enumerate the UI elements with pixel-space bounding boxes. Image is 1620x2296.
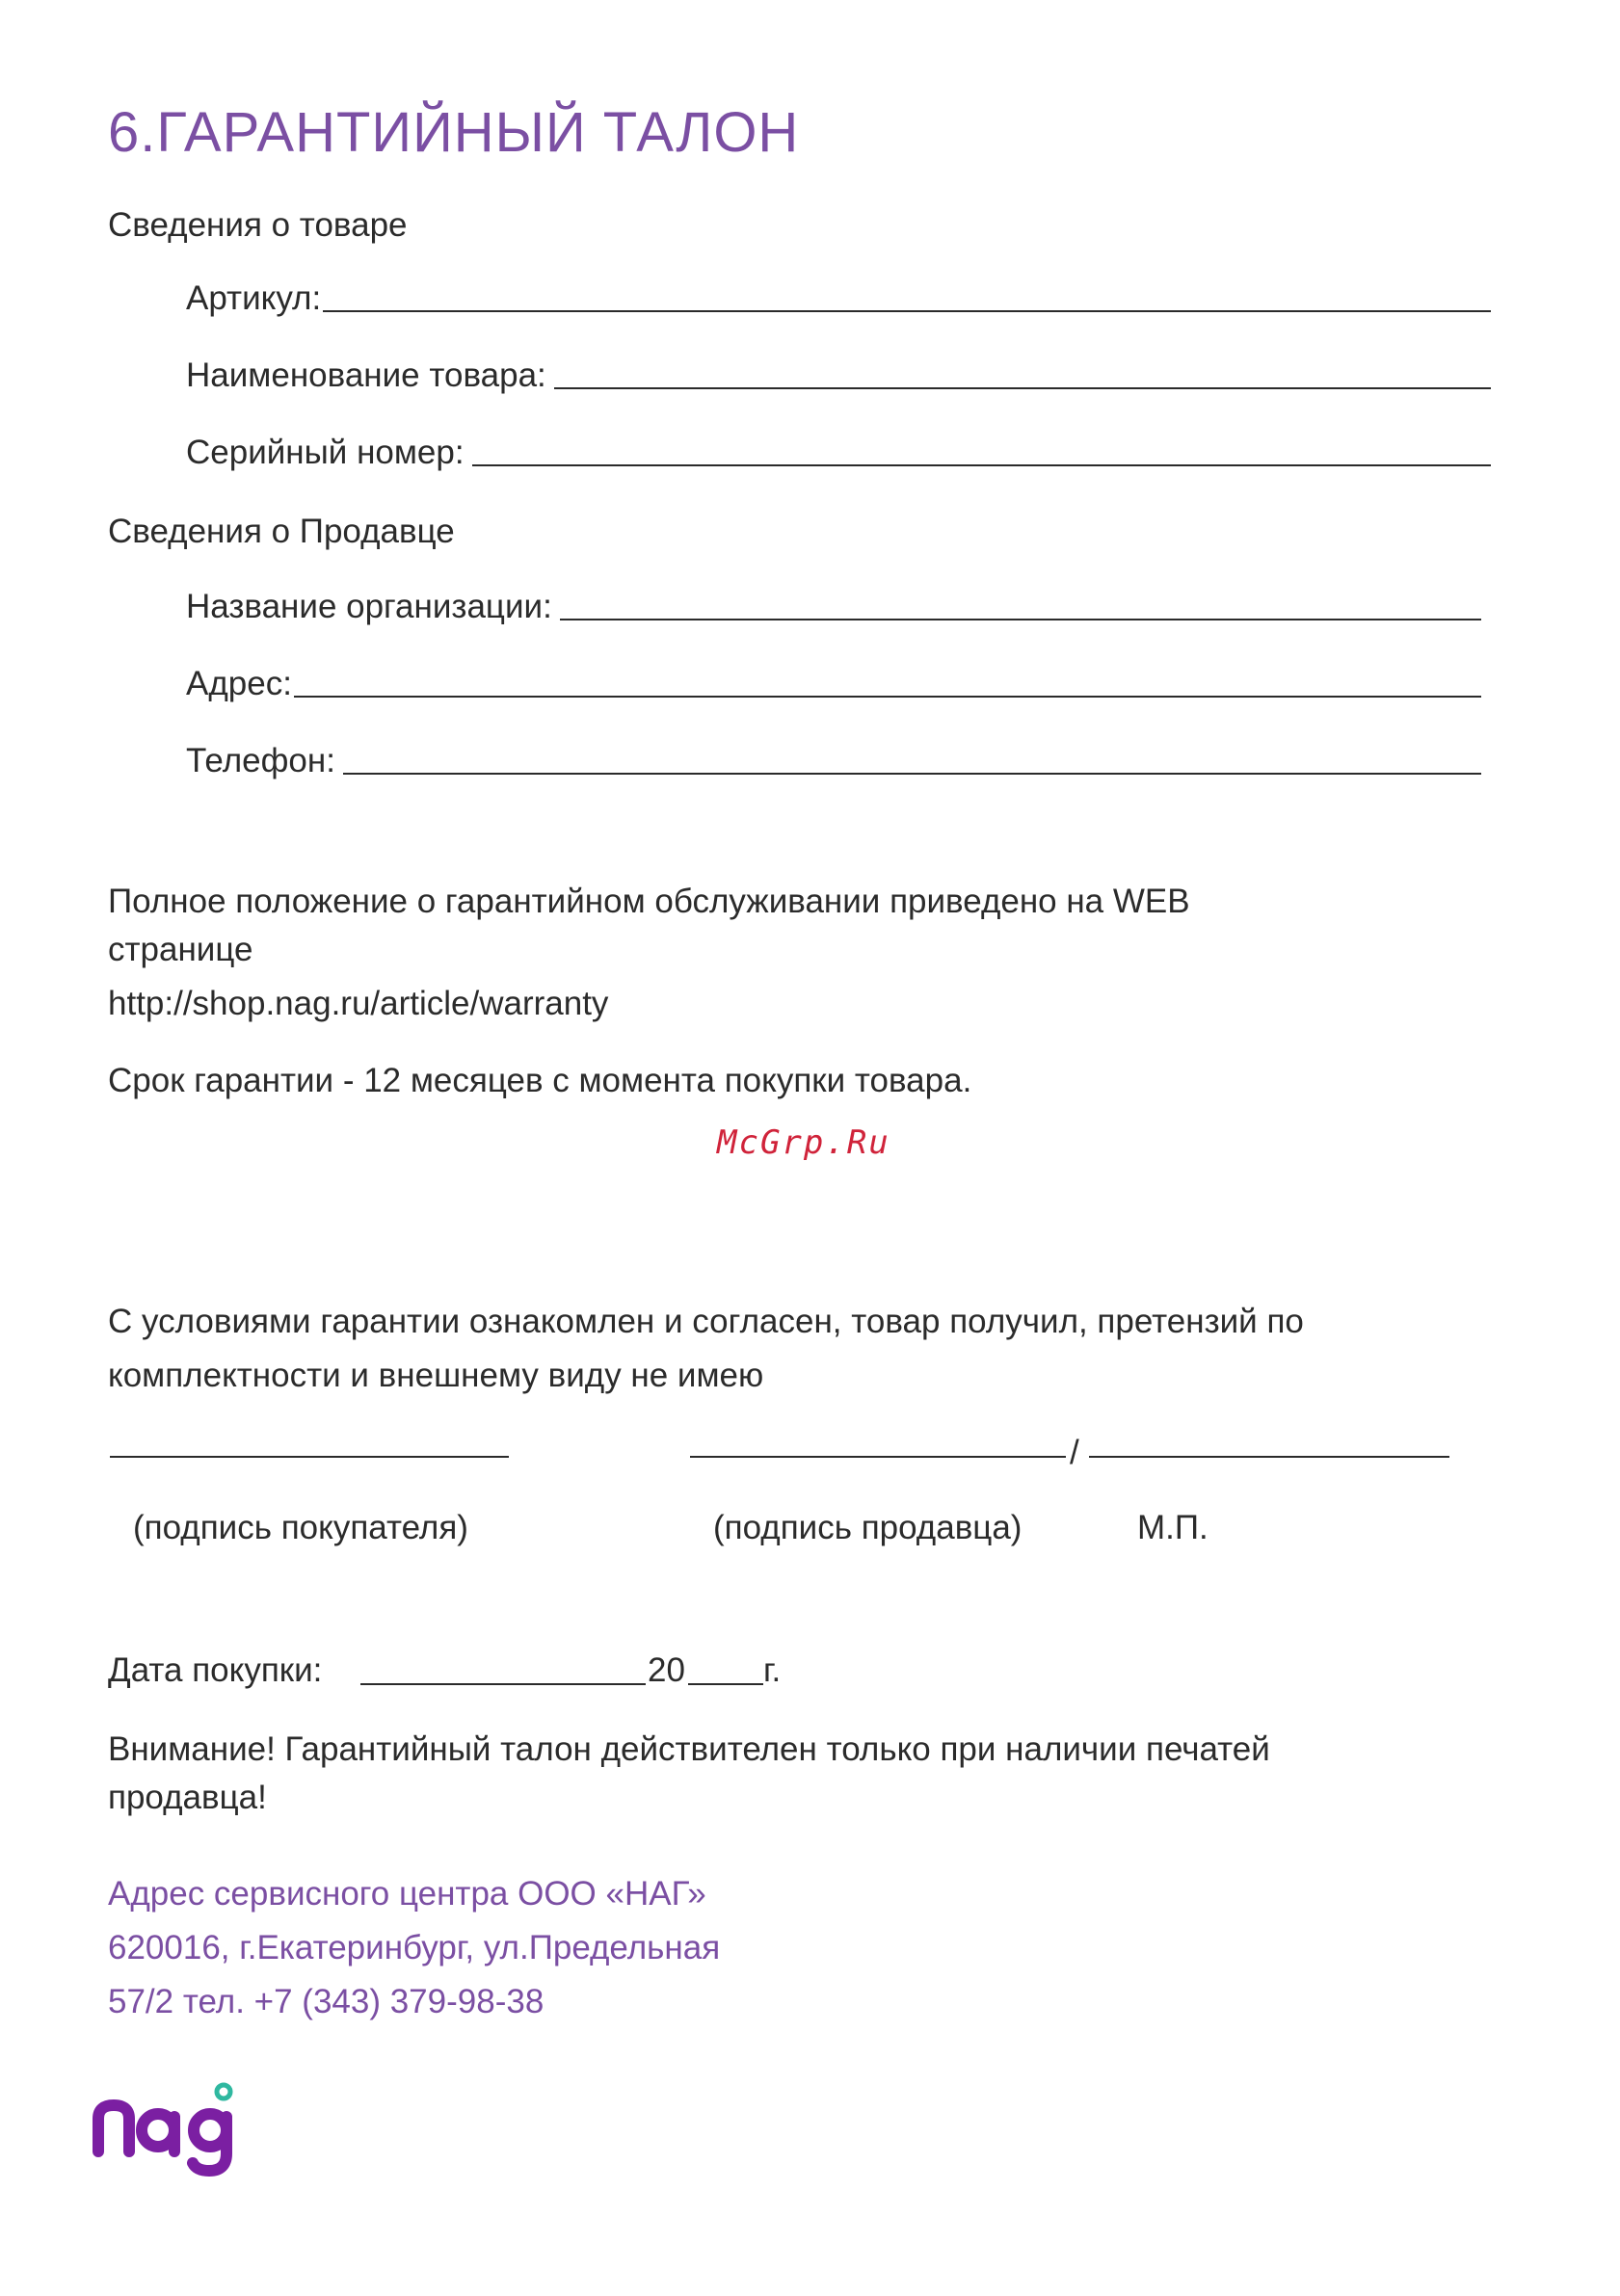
- service-center-line2: 620016, г.Екатеринбург, ул.Предельная: [108, 1929, 721, 1966]
- year-suffix: г.: [763, 1651, 782, 1689]
- article-field[interactable]: [186, 279, 1491, 318]
- purchase-date-label: Дата покупки:: [108, 1651, 323, 1689]
- organization-field-label: Название организации:: [186, 588, 552, 625]
- warranty-info-line1: Полное положение о гарантийном обслуживании приведено на WEB: [108, 883, 1190, 920]
- warranty-term: Срок гарантии - 12 месяцев с момента покупки товара.: [108, 1062, 972, 1099]
- purchase-date-line[interactable]: [360, 1682, 646, 1685]
- organization-field[interactable]: [186, 588, 1481, 626]
- watermark-text: McGrp.Ru: [717, 1123, 890, 1162]
- product-name-field-line[interactable]: [554, 386, 1491, 389]
- nag-logo: [93, 2076, 247, 2182]
- product-section-heading: Сведения о товаре: [108, 206, 408, 244]
- warranty-info-line2: странице: [108, 931, 253, 968]
- phone-field-label: Телефон:: [186, 742, 335, 779]
- product-name-field[interactable]: [186, 356, 1491, 395]
- seller-section-heading: Сведения о Продавце: [108, 513, 455, 550]
- service-center-line1: Адрес сервисного центра ООО «НАГ»: [108, 1875, 706, 1913]
- phone-field[interactable]: [186, 742, 1481, 780]
- seller-signature-label: (подпись продавца): [713, 1509, 1022, 1546]
- seller-name-line[interactable]: [1089, 1455, 1449, 1458]
- service-center-line3: 57/2 тел. +7 (343) 379-98-38: [108, 1983, 544, 2020]
- agreement-line1: С условиями гарантии ознакомлен и согласен, товар получил, претензий по: [108, 1303, 1304, 1340]
- serial-number-field-line[interactable]: [472, 463, 1491, 466]
- seller-signature-line[interactable]: [690, 1455, 1066, 1458]
- year-prefix: 20: [648, 1651, 685, 1689]
- serial-number-field[interactable]: [186, 434, 1491, 472]
- article-field-line[interactable]: [323, 309, 1491, 312]
- year-line[interactable]: [688, 1682, 763, 1685]
- warranty-url-link[interactable]: http://shop.nag.ru/article/warranty: [108, 985, 609, 1022]
- page-title: 6.ГАРАНТИЙНЫЙ ТАЛОН: [108, 101, 800, 164]
- notice-line2: продавца!: [108, 1779, 267, 1816]
- product-name-field-label: Наименование товара:: [186, 356, 546, 394]
- notice-line1: Внимание! Гарантийный талон действителен только при наличии печатей: [108, 1730, 1270, 1768]
- address-field[interactable]: [186, 665, 1481, 703]
- stamp-label: М.П.: [1137, 1509, 1208, 1546]
- address-field-line[interactable]: [294, 695, 1481, 698]
- signature-slash: /: [1070, 1434, 1079, 1471]
- serial-number-field-label: Серийный номер:: [186, 434, 465, 471]
- phone-field-line[interactable]: [343, 772, 1481, 775]
- organization-field-line[interactable]: [560, 618, 1481, 620]
- article-field-label: Артикул:: [186, 279, 322, 317]
- address-field-label: Адрес:: [186, 665, 292, 702]
- buyer-signature-label: (подпись покупателя): [133, 1509, 468, 1546]
- agreement-line2: комплектности и внешнему виду не имею: [108, 1357, 764, 1394]
- buyer-signature-line[interactable]: [110, 1455, 509, 1458]
- nag-logo-icon: [93, 2076, 247, 2182]
